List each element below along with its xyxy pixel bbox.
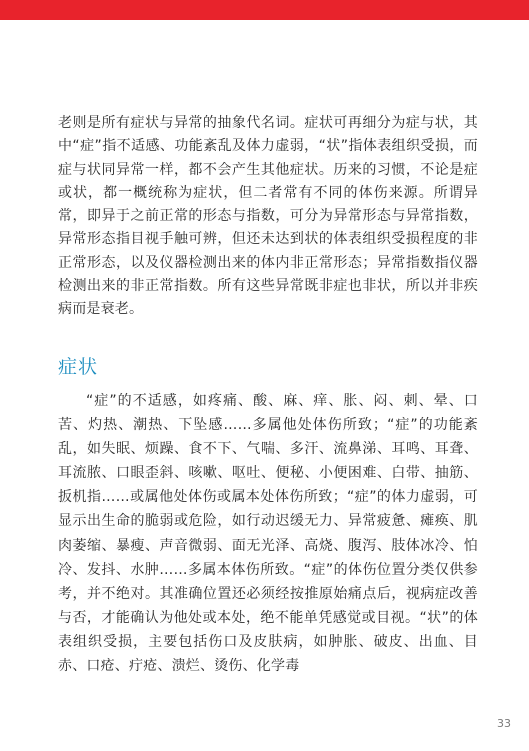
section-heading: 症状	[58, 356, 99, 378]
page-number: 33	[497, 717, 511, 730]
top-accent-bar	[0, 0, 529, 20]
symptoms-paragraph: “症”的不适感，如疼痛、酸、麻、痒、胀、闷、刺、晕、口苦、灼热、潮热、下坠感……多属他处体伤所致；“症”的功能紊乱，如失眠、烦躁、食不下、气喘、多汗、流鼻涕、耳鸣、耳聋、耳流脓、口眼歪斜、咳嗽、呕吐、便秘、小便困难、白带、抽筋、扳机指……或属他处体伤或属本处体伤所致；“症”的体力虚弱，可显示出生命的脆弱或危险，如行动迟缓无力、异常疲惫、瘫痪、肌肉萎缩、暴瘦、声音微弱、面无光泽、高烧、腹泻、肢体冰冷、怕冷、发抖、水肿……多属本体伤所致。“症”的体伤位置分类仅供参考，并不绝对。其准确位置还必须经按推原始痛点后，视病症改善与否，才能确认为他处或本处，绝不能单凭感觉或目视。“状”的体表组织受损，主要包括伤口及皮肤病，如肿胀、破皮、出血、目赤、口疮、疔疮、溃烂、烫伤、化学毒	[58, 393, 478, 675]
intro-paragraph: 老则是所有症状与异常的抽象代名词。症状可再细分为症与状，其中“症”指不适感、功能紊乱及体力虚弱，“状”指体表组织受损，而症与状同异常一样，都不会产生其他症状。历来的习惯，不论是症或状，都一概统称为症状，但二者常有不同的体伤来源。所谓异常，即异于之前正常的形态与指数，可分为异常形态与异常指数，异常形态指目视手触可辨，但还未达到状的体表组织受损程度的非正常形态，以及仪器检测出来的体内非正常形态；异常指数指仪器检测出来的非正常指数。所有这些异常既非症也非状，所以并非疾病而是衰老。	[58, 115, 478, 318]
